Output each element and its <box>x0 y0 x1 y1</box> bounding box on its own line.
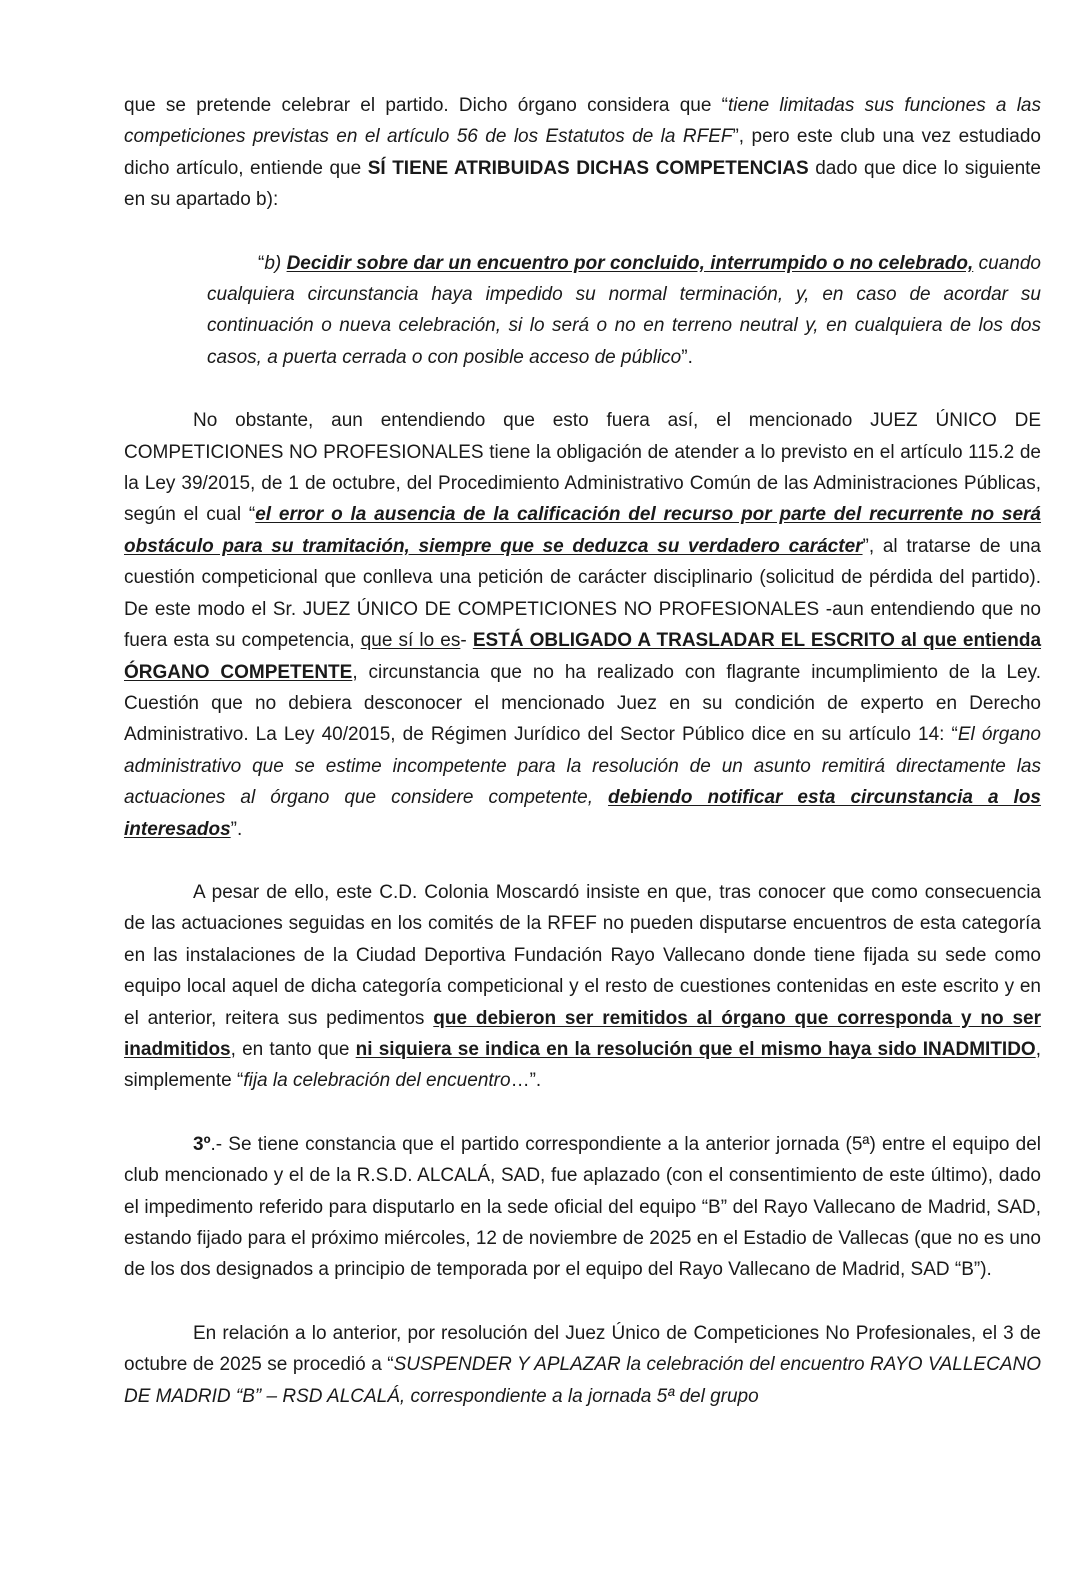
section-number: 3º <box>193 1133 211 1155</box>
paragraph-4 <box>124 877 1041 1097</box>
bold-underline-run: que debieron ser remitidos al órgano que corresponda y no ser inadmitidos <box>124 1007 1041 1060</box>
text-run: , en tanto que <box>230 1038 356 1060</box>
bold-italic-underline-run: Decidir sobre dar un encuentro por concluido, interrumpido o no celebrado, <box>286 252 974 274</box>
bold-underline-run: ni siquiera se indica en la resolución que el mismo haya sido INADMITIDO <box>355 1038 1036 1060</box>
bold-italic-underline-run: el error o la ausencia de la calificación del recurso por parte del recurrente no será obstáculo para su tramitación, siempre que se deduzca su verdadero carácter <box>124 504 1042 557</box>
emphasis-run <box>287 253 974 274</box>
text-run: ”, pero este club una vez estudiado dicho artículo, entiende que <box>124 126 1041 179</box>
text-run: ”, al tratarse de una cuestión competicional que conlleva una petición de carácter disciplinario (solicitud de pérdida del partido). De este modo el Sr. JUEZ ÚNICO DE COMPETICIONES NO PROFESIONALES -aun entendiendo que no fuera esta su competencia, <box>124 535 1041 652</box>
text-run: A pesar de ello, este C.D. Colonia Moscardó insiste en que, tras conocer que como consecuencia de las actuaciones seguidas en los comités de la RFEF no pueden disputarse encuentros de esta categoría en las instalaciones de la Ciudad Deportiva Fundación Rayo Vallecano donde tiene fijada su sede como equipo local aquel de dicha categoría competicional y el resto de cuestiones contenidas en este escrito y en el anterior, reitera sus pedimentos <box>124 881 1041 1029</box>
italic-run: b) <box>264 252 287 274</box>
italic-run: El órgano administrativo que se estime incompetente para la resolución de un asunto remitirá directamente las actuaciones al órgano que considere competente, <box>124 724 1041 809</box>
italic-run: fija la celebración del encuentro <box>243 1070 511 1092</box>
bold-run: SÍ TIENE ATRIBUIDAS DICHAS COMPETENCIAS <box>367 157 809 179</box>
paragraph-3 <box>124 405 1041 845</box>
text-run: ”. <box>681 346 693 368</box>
text-run: ”. <box>230 818 243 840</box>
emphasis-run <box>356 1039 1036 1060</box>
paragraph-5-section-3 <box>124 1129 1041 1286</box>
text-run: “ <box>258 252 265 274</box>
text-run: , circunstancia que no ha realizado con flagrante incumplimiento de la Ley. Cuestión que no debiera desconocer el mencionado Juez en su condición de experto en Derecho Administrativo. La Ley 40/2015, de Régimen Jurídico del Sector Público dice en su artículo 14: “ <box>124 661 1041 746</box>
text-run: dado que dice lo siguiente en su apartado b): <box>124 157 1041 211</box>
paragraph-1 <box>124 90 1041 216</box>
italic-run: SUSPENDER Y APLAZAR la celebración del encuentro RAYO VALLECANO DE MADRID “B” – RSD ALCALÁ, correspondiente a la jornada 5ª del grupo <box>124 1354 1041 1407</box>
text-run: …”. <box>510 1070 542 1092</box>
text-run: No obstante, aun entendiendo que esto fuera así, el mencionado JUEZ ÚNICO DE COMPETICIONES NO PROFESIONALES tiene la obligación de atender a lo previsto en el artículo 115.2 de la Ley 39/2015, de 1 de octubre, del Procedimiento Administrativo Común de las Administraciones Públicas, según el cual “ <box>124 410 1041 526</box>
text-run: que se pretende celebrar el partido. Dicho órgano considera que “ <box>124 95 728 116</box>
document-page <box>124 90 1041 1412</box>
text-run: - <box>460 630 473 652</box>
italic-run: tiene limitadas sus funciones a las competiciones previstas en el artículo 56 de los Estatutos de la RFEF <box>124 95 1041 148</box>
text-run: En relación a lo anterior, por resolución del Juez Único de Competiciones No Profesionales, el 3 de octubre de 2025 se procedió a “ <box>124 1322 1041 1376</box>
italic-run: cuando cualquiera circunstancia haya impedido su normal terminación, y, en caso de acordar su continuación o nueva celebración, si lo será o no en terreno neutral y, en cualquiera de los dos casos, a puerta cerrada o con posible acceso de público <box>207 252 1041 368</box>
bold-italic-underline-run: debiendo notificar esta circunstancia a los interesados <box>124 787 1041 840</box>
underline-run: que sí lo es <box>360 630 461 652</box>
text-run: , simplemente “ <box>124 1038 1041 1092</box>
quoted-statute-paragraph <box>207 248 1041 374</box>
bold-underline-run: ESTÁ OBLIGADO A TRASLADAR EL ESCRITO al que entienda ÓRGANO COMPETENTE <box>124 630 1042 683</box>
paragraph-6 <box>124 1318 1041 1412</box>
text-run: .- Se tiene constancia que el partido correspondiente a la anterior jornada (5ª) entre el equipo del club mencionado y el de la R.S.D. ALCALÁ, SAD, fue aplazado (con el consentimiento de este último), dado el impedimento referido para disputarlo en la sede oficial del equipo “B” del Rayo Vallecano de Madrid, SAD, estando fijado para el próximo miércoles, 12 de noviembre de 2025 en el Estadio de Vallecas (que no es uno de los dos designados a principio de temporada por el equipo del Rayo Vallecano de Madrid, SAD “B”). <box>124 1133 1041 1281</box>
